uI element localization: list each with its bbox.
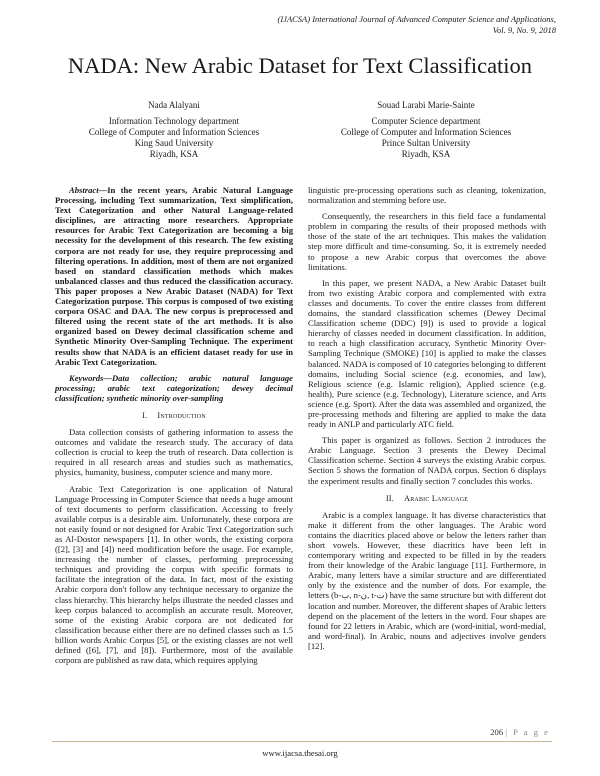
paragraph: linguistic pre-processing operations such as cleaning, tokenization, normalization and stemming before use. — [308, 185, 546, 206]
right-column — [308, 185, 546, 657]
journal-header — [136, 14, 556, 36]
author-name: Nada Alalyani — [148, 100, 200, 110]
section-number: I. — [142, 410, 148, 420]
paragraph: Data collection consists of gathering information to assess the outcomes and validate the research study. The accuracy of data collection is crucial to keep the truth of research. Data collection is required in all research areas and studies such as mathematics, physics, humanity, business, computer science and many more. — [55, 427, 293, 478]
author-college: College of Computer and Information Sciences — [340, 127, 512, 137]
author-location: Riyadh, KSA — [149, 149, 199, 159]
author-dept: Computer Science department — [371, 116, 481, 126]
abstract-label: Abstract — [69, 185, 99, 195]
author-dept: Information Technology department — [108, 116, 240, 126]
author-location: Riyadh, KSA — [401, 149, 451, 159]
journal-name: (IJACSA) International Journal of Advanced Computer Science and Applications, — [277, 14, 556, 24]
journal-url: www.ijacsa.thesai.org — [262, 748, 338, 758]
author-name: Souad Larabi Marie-Sainte — [377, 100, 475, 110]
journal-volume: Vol. 9, No. 9, 2018 — [492, 25, 556, 35]
page-number-value: 206 — [490, 727, 504, 737]
paragraph: This paper is organized as follows. Section 2 introduces the Arabic Language. Section 3 presents the Dewey Decimal Classification scheme. Section 4 surveys the existing Arabic corpus. Section 5 shows the formation of NADA corpus. Section 6 displays the experiment results and finally section 7 concludes this works. — [308, 435, 546, 486]
section-heading-arabic-language — [308, 494, 546, 504]
section-title: Arabic Language — [404, 493, 469, 503]
author-block-2 — [301, 100, 551, 160]
abstract-text: —In the recent years, Arabic Natural Language Processing, including Text summarization, Text simplification, Text Categorization and other Natural Language-related disciplines, are attracting more researchers. Appropriate resources for Arabic Text Categorization are becoming a big necessity for the development of this research. The few existing corpora are not ready for use, they require preprocessing and filtering operations. In addition, most of them are not organized based on standard classification methods which makes unbalanced classes and thus reduced the classification accuracy. This paper proposes a New Arabic Dataset (NADA) for Text Categorization purpose. This corpus is composed of two existing corpora OSAC and DAA. The new corpus is preprocessed and filtered using the recent state of the art methods. It is also organized based on Dewey decimal classification scheme and Synthetic Minority Over-Sampling Technique. The experiment results show that NADA is an efficient dataset ready for use in Arabic Text Categorization. — [55, 185, 293, 367]
keywords-label: Keywords — [69, 372, 104, 383]
paragraph: In this paper, we present NADA, a New Arabic Dataset built from two existing Arabic corpora and complemented with extra classes and documents. To cover the entire classes from different domains, the standard classification schemes (Dewey Decimal Classification scheme (DDC) [9]) is used to provide a logical hierarchy of classes needed in document classification. In addition, to reach a high classification accuracy, Synthetic Minority Over-Sampling Technique (SMOKE) [10] is applied to make the classes balanced. NADA is composed of 10 categories belonging to different domains, including Social science (e.g. economies, and law), Religious science (e.g. Islamic religion), Applied science (e.g. health), Pure science (e.g. Technology), Literature science, and Arts science (e.g. Sport). After the data was assembled and organized, the pre-processing methods and filtering are applied to make the data ready in ANLP and particularly ATC field. — [308, 277, 547, 430]
page-number — [490, 727, 550, 737]
author-college: College of Computer and Information Sciences — [88, 127, 260, 137]
left-column — [55, 185, 293, 671]
author-university: Prince Sultan University — [381, 138, 471, 148]
keywords — [55, 373, 293, 403]
paragraph: Arabic is a complex language. It has diverse characteristics that make it different from the other languages. The Arabic word contains the diacritics placed above or below the letters rather than short vowels. However, these diacritics have been left in contemporary writing and expected to be filled in by the readers from their knowledge of the Arabic language [11]. Furthermore, in Arabic, many letters have a similar structure and are differentiated only by the existence and the number of dots. For example, the letters (b-ب, n-ن, t-ت) have the same structure but with different dot location and number. Moreover, the different shapes of Arabic letters depend on the placement of the letters in the word. Four shapes are found for 22 letters in Arabic, which are (word-initial, word-medial, and word-final). In Arabic, nouns and adjectives involve genders [12]. — [308, 509, 546, 651]
paragraph: Consequently, the researchers in this field face a fundamental problem in comparing the results of their proposed methods with those of the state of the art techniques. This makes the validation step more difficult and time-consuming. So, it is extremely needed to propose a new Arabic corpus that overcomes the above limitations. — [308, 211, 546, 272]
abstract — [55, 185, 293, 367]
author-block-1 — [49, 100, 299, 160]
section-heading-introduction — [55, 411, 293, 421]
paper-title: NADA: New Arabic Dataset for Text Classification — [67, 53, 533, 78]
section-title: Introduction — [157, 410, 206, 420]
keywords-text: —Data collection; arabic natural language processing; arabic text categorization; dewey decimal classification; synthetic minority over-sampling — [55, 372, 293, 403]
author-university: King Saud University — [134, 138, 214, 148]
paragraph: Arabic Text Categorization is one application of Natural Language Processing in Computer Science that needs a huge amount of text documents to perform classification. Accessing to freely available corpus is a desirable aim. Unfortunately, these corpora are not easily found or not designed for Arabic Text Categorization such as Al-Dostor newspapers [1]. In other words, the existing corpora ([2], [3] and [4]) need modification before the usage. For example, increasing the number of classes, performing preprocessing techniques and providing the corpus with specific formats to facilitate the integration of the data. In fact, most of the existing Arabic corpora don't follow any technique necessary to organize the class hierarchy. This hierarchy helps illustrate the needed classes and keep corpus balanced to accomplish an accurate result. Moreover, some of the existing Arabic corpora are not dedicated for classification because either there are no defined classes such as 1.5 billion words Arabic Corpus [5], or the existing classes are not well defined ([6], [7], and [8]). Furthermore, most of the available corpora are published as raw data, which requires applying — [55, 483, 293, 666]
page-label: | P a g e — [505, 727, 550, 737]
section-number: II. — [385, 493, 395, 503]
footer-divider — [52, 741, 552, 742]
